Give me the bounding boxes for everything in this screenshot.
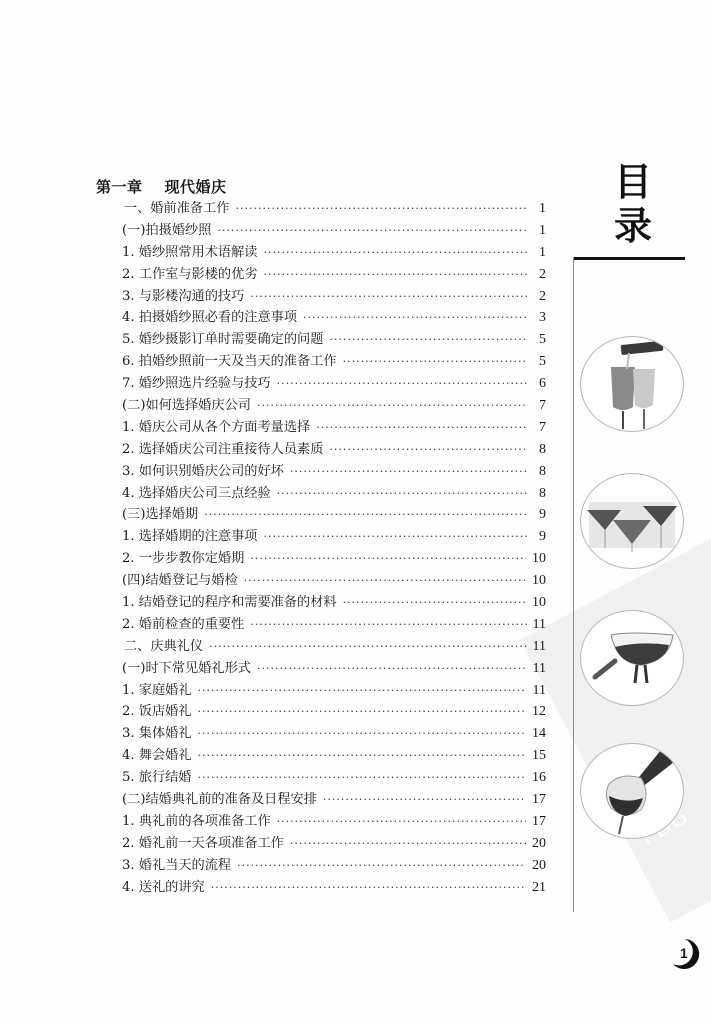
dot-leader bbox=[329, 439, 528, 461]
toc-entry[interactable] bbox=[122, 855, 546, 877]
toc-entry-page: 9 bbox=[539, 529, 546, 545]
dot-leader bbox=[250, 614, 526, 636]
toc-entry-page: 20 bbox=[532, 835, 546, 851]
toc-entry[interactable] bbox=[124, 198, 546, 220]
wine-glass-spill-icon bbox=[580, 610, 684, 706]
toc-entry-label: 1. 选择婚期的注意事项 bbox=[122, 529, 258, 545]
dot-leader bbox=[198, 680, 527, 702]
toc-entry-label: (二)如何选择婚庆公司 bbox=[122, 398, 251, 414]
chapter-title: 现代婚庆 bbox=[164, 178, 227, 196]
toc-entry[interactable] bbox=[122, 811, 546, 833]
toc-entry[interactable] bbox=[122, 351, 546, 373]
toc-entry-label: 1. 婚纱照常用术语解读 bbox=[122, 244, 258, 260]
table-of-contents bbox=[96, 176, 546, 899]
toc-entry[interactable] bbox=[122, 373, 546, 395]
toc-entry[interactable] bbox=[122, 286, 546, 308]
dot-leader bbox=[323, 789, 526, 811]
toc-entry-label: 7. 婚纱照选片经验与技巧 bbox=[122, 376, 271, 392]
dot-leader bbox=[236, 198, 529, 220]
toc-entry-page: 20 bbox=[532, 857, 546, 873]
toc-entry[interactable] bbox=[122, 767, 546, 789]
dot-leader bbox=[244, 570, 526, 592]
side-divider bbox=[573, 257, 574, 912]
dot-leader bbox=[263, 526, 528, 548]
toc-entry[interactable] bbox=[122, 220, 546, 242]
toc-entry-label: 1. 结婚登记的程序和需要准备的材料 bbox=[122, 595, 337, 611]
dot-leader bbox=[290, 833, 526, 855]
title-rule bbox=[573, 257, 685, 260]
toc-entry-label: (二)结婚典礼前的准备及日程安排 bbox=[122, 792, 317, 808]
toc-entry[interactable] bbox=[122, 833, 546, 855]
toc-entry-page: 9 bbox=[539, 507, 546, 523]
dot-leader bbox=[263, 242, 528, 264]
dot-leader bbox=[277, 811, 526, 833]
toc-entry-label: 5. 旅行结婚 bbox=[122, 770, 192, 786]
toc-entry[interactable] bbox=[122, 789, 546, 811]
dot-leader bbox=[257, 658, 527, 680]
toc-entry-page: 1 bbox=[539, 222, 546, 238]
toc-entry-label: 5. 婚纱摄影订单时需要确定的问题 bbox=[122, 332, 324, 348]
toc-entry-page: 1 bbox=[539, 244, 546, 260]
toc-entry-label: (一)拍摄婚纱照 bbox=[122, 222, 212, 238]
toc-entry-label: 4. 选择婚庆公司三点经验 bbox=[122, 485, 271, 501]
toc-entry-label: 二、庆典礼仪 bbox=[124, 638, 204, 654]
toc-entry-page: 17 bbox=[532, 792, 546, 808]
toc-entry-page: 8 bbox=[539, 485, 546, 501]
toc-entry-page: 7 bbox=[539, 398, 546, 414]
dot-leader bbox=[204, 504, 528, 526]
toc-entry-page: 14 bbox=[532, 726, 546, 742]
toc-entry-page: 1 bbox=[539, 201, 546, 216]
page-number-badge bbox=[669, 938, 701, 970]
dot-leader bbox=[217, 220, 528, 242]
dot-leader bbox=[211, 877, 526, 899]
toc-entry[interactable] bbox=[122, 592, 546, 614]
toc-entry[interactable] bbox=[122, 395, 546, 417]
toc-entry[interactable] bbox=[122, 483, 546, 505]
dot-leader bbox=[198, 767, 526, 789]
toc-entry-label: 4. 舞会婚礼 bbox=[122, 748, 192, 764]
dot-leader bbox=[290, 461, 528, 483]
dot-leader bbox=[277, 483, 528, 505]
toc-entry-label: 3. 集体婚礼 bbox=[122, 726, 192, 742]
toc-entry-page: 8 bbox=[539, 463, 546, 479]
toc-entry-label: 3. 如何识别婚庆公司的好坏 bbox=[122, 463, 284, 479]
page-number: 1 bbox=[680, 945, 688, 961]
toc-entry-page: 11 bbox=[532, 682, 546, 698]
toc-entry-page: 5 bbox=[539, 332, 546, 348]
toc-entry-page: 11 bbox=[532, 616, 546, 632]
toc-entry-label: 1. 典礼前的各项准备工作 bbox=[122, 813, 271, 829]
dot-leader bbox=[209, 636, 526, 658]
dot-leader bbox=[329, 329, 528, 351]
dot-leader bbox=[250, 548, 526, 570]
toc-entry-label: (一)时下常见婚礼形式 bbox=[122, 660, 251, 676]
toc-entry[interactable] bbox=[122, 526, 546, 548]
dot-leader bbox=[198, 745, 526, 767]
toc-entry-page: 10 bbox=[532, 573, 546, 589]
toc-entry-page: 2 bbox=[539, 266, 546, 282]
toc-entry-page: 21 bbox=[532, 879, 546, 895]
toc-entry-page: 8 bbox=[539, 441, 546, 457]
contents-title-char-2: 录 bbox=[613, 204, 652, 248]
toc-entry-label: 2. 婚礼前一天各项准备工作 bbox=[122, 835, 284, 851]
toc-entry[interactable] bbox=[122, 417, 546, 439]
toc-entry[interactable] bbox=[122, 614, 546, 636]
toc-entry-label: 6. 拍婚纱照前一天及当天的准备工作 bbox=[122, 354, 337, 370]
dot-leader bbox=[263, 264, 528, 286]
dot-leader bbox=[316, 417, 528, 439]
watermark-band bbox=[520, 527, 711, 922]
toc-entry-page: 2 bbox=[539, 288, 546, 304]
toc-entry-page: 10 bbox=[532, 551, 546, 567]
toc-entry-label: 2. 饭店婚礼 bbox=[122, 704, 192, 720]
toc-entry[interactable] bbox=[122, 329, 546, 351]
cocktail-glasses-icon bbox=[580, 473, 684, 569]
toc-entry-label: (三)选择婚期 bbox=[122, 507, 199, 523]
toc-entry-label: (四)结婚登记与婚检 bbox=[122, 573, 238, 589]
dot-leader bbox=[257, 395, 528, 417]
toc-entry[interactable] bbox=[122, 658, 546, 680]
toc-entries bbox=[96, 198, 546, 899]
toc-entry-page: 17 bbox=[532, 813, 546, 829]
toc-entry[interactable] bbox=[122, 461, 546, 483]
toc-entry[interactable] bbox=[122, 680, 546, 702]
contents-title-char-1: 目 bbox=[613, 160, 652, 204]
toc-entry[interactable] bbox=[122, 723, 546, 745]
dot-leader bbox=[343, 351, 528, 373]
toc-entry-page: 3 bbox=[539, 310, 546, 326]
wine-pouring-icon bbox=[580, 743, 684, 839]
toc-entry-page: 12 bbox=[532, 704, 546, 720]
toc-entry-page: 5 bbox=[539, 354, 546, 370]
toc-entry-label: 3. 与影楼沟通的技巧 bbox=[122, 288, 245, 304]
toc-entry-label: 2. 选择婚庆公司注重接待人员素质 bbox=[122, 441, 324, 457]
toc-entry-label: 1. 婚庆公司从各个方面考量选择 bbox=[122, 419, 311, 435]
toc-entry-page: 6 bbox=[539, 376, 546, 392]
toc-entry-label: 4. 送礼的讲究 bbox=[122, 879, 205, 895]
toc-entry[interactable] bbox=[122, 439, 546, 461]
toc-entry[interactable] bbox=[122, 548, 546, 570]
toc-entry[interactable] bbox=[122, 504, 546, 526]
champagne-glasses-icon bbox=[580, 336, 684, 432]
dot-leader bbox=[250, 286, 528, 308]
toc-entry[interactable] bbox=[122, 242, 546, 264]
dot-leader bbox=[303, 307, 528, 329]
toc-entry[interactable] bbox=[122, 264, 546, 286]
toc-entry[interactable] bbox=[122, 745, 546, 767]
toc-entry-page: 16 bbox=[532, 770, 546, 786]
dot-leader bbox=[343, 592, 526, 614]
toc-entry[interactable] bbox=[124, 636, 546, 658]
dot-leader bbox=[198, 723, 526, 745]
toc-entry-label: 4. 拍摄婚纱照必看的注意事项 bbox=[122, 310, 298, 326]
toc-entry-label: 2. 工作室与影楼的优劣 bbox=[122, 266, 258, 282]
toc-entry[interactable] bbox=[122, 307, 546, 329]
toc-entry[interactable] bbox=[122, 701, 546, 723]
contents-title bbox=[608, 160, 658, 248]
toc-entry[interactable] bbox=[122, 570, 546, 592]
dot-leader bbox=[277, 373, 528, 395]
dot-leader bbox=[198, 701, 526, 723]
toc-entry-label: 一、婚前准备工作 bbox=[124, 201, 230, 216]
dot-leader bbox=[237, 855, 526, 877]
chapter-heading bbox=[96, 176, 546, 198]
toc-entry-label: 2. 婚前检查的重要性 bbox=[122, 616, 245, 632]
toc-entry-page: 11 bbox=[532, 638, 546, 654]
toc-entry-page: 11 bbox=[532, 660, 546, 676]
toc-entry-label: 2. 一步步教你定婚期 bbox=[122, 551, 245, 567]
toc-entry-label: 3. 婚礼当天的流程 bbox=[122, 857, 232, 873]
toc-entry-page: 10 bbox=[532, 595, 546, 611]
toc-entry-page: 7 bbox=[539, 419, 546, 435]
toc-entry-label: 1. 家庭婚礼 bbox=[122, 682, 192, 698]
chapter-number: 第一章 bbox=[96, 178, 143, 196]
toc-entry[interactable] bbox=[122, 877, 546, 899]
toc-entry-page: 15 bbox=[532, 748, 546, 764]
